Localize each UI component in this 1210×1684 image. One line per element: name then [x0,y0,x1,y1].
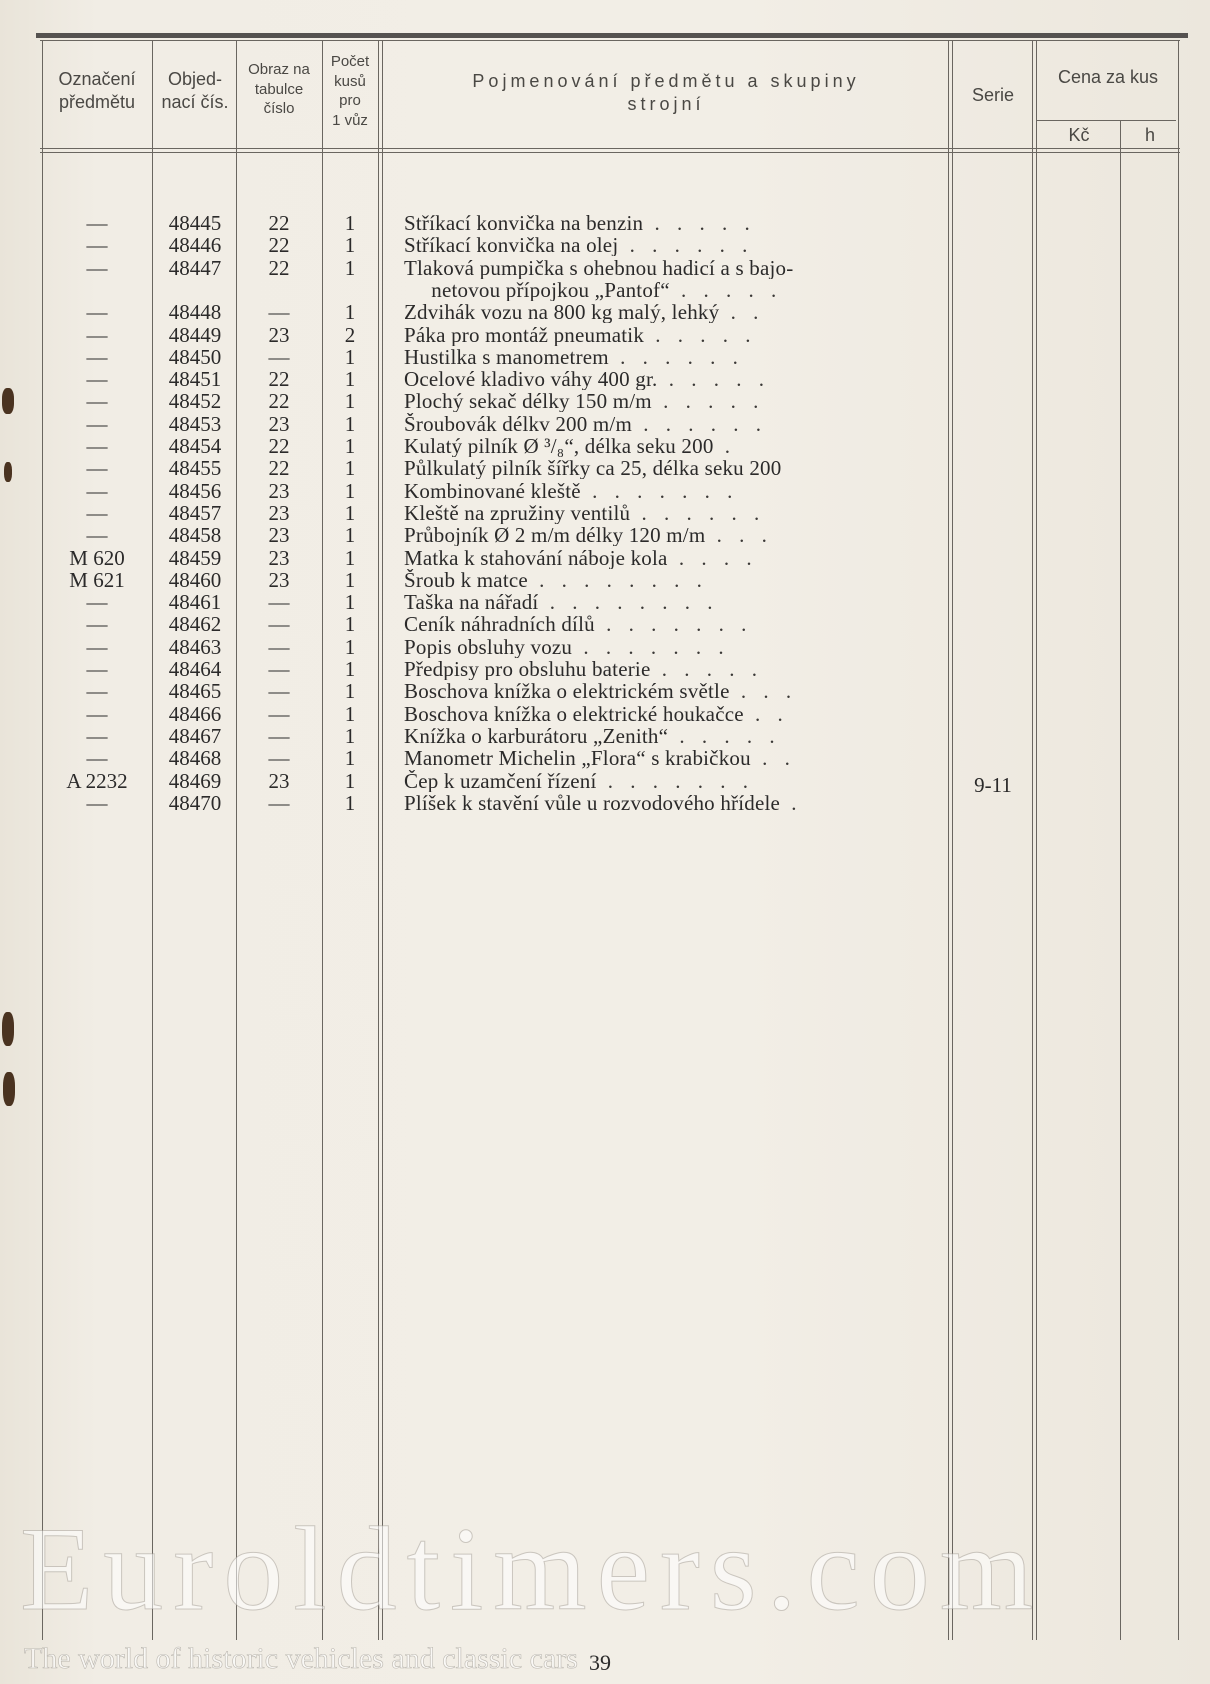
row-description [404,658,924,680]
row-leader-dots: . . . . [667,546,758,569]
row-picture-number: 22 [268,456,290,481]
row-description-text: Páka pro montáž pneumatik [404,323,645,346]
row-leader-dots: . . . . . [650,658,763,680]
row-order-number: 48468 [168,746,222,771]
top-rule [36,33,1188,38]
row-mark: A 2232 [66,768,128,793]
watermark-tagline: The world of historic vehicles and classic cars [24,1642,578,1675]
table-row [0,725,1210,747]
row-quantity: 1 [344,434,356,458]
row-leader-dots: . . . . . [651,390,765,413]
row-leader-dots: . . [750,747,796,770]
row-quantity: 1 [344,567,356,592]
header-price-label: Cena za kus [1057,67,1159,87]
row-order-number: 48446 [168,233,222,258]
row-leader-dots: . . . . . [643,212,756,234]
header-quantity [322,52,378,130]
row-description [404,301,924,323]
row-picture-number: — [268,612,290,637]
row-order-number: 48458 [168,523,222,548]
row-leader-dots: . . [743,702,789,725]
row-description-text: Šroub k matce [404,568,528,591]
row-description [404,346,924,368]
row-description [404,747,924,769]
row-quantity: 1 [344,657,356,681]
row-quantity: 1 [344,255,356,280]
row-leader-dots: . . . . . . . [594,613,753,636]
row-order-number: 48466 [168,701,222,726]
row-picture-number: 23 [268,768,290,793]
row-description-text: Manometr Michelin „Flora“ s krabičkou [404,747,751,770]
row-picture-number: — [268,300,290,325]
table-row [0,480,1210,502]
table-row [0,368,1210,390]
table-row [0,390,1210,412]
row-mark: — [86,389,108,414]
row-description [404,547,924,569]
row-quantity: 1 [344,211,356,235]
row-description-text: Hustilka s manometrem [404,345,609,368]
row-order-number: 48445 [168,211,222,235]
binding-stain [3,1072,15,1106]
row-mark: — [86,612,108,637]
header-bottom-rule-2 [40,152,1180,153]
row-description [404,502,924,524]
row-order-number: 48452 [168,389,222,414]
row-leader-dots: . . . . . . . [596,769,755,792]
header-order [154,68,236,115]
row-mark: — [86,367,108,392]
row-order-number: 48456 [168,478,222,503]
row-description-text: Popis obsluhy vozu [404,635,573,658]
table-row [0,324,1210,346]
row-leader-dots: . . . . . . [630,501,766,524]
row-mark: — [86,701,108,726]
binding-stain [2,1012,14,1046]
serie-value: 9-11 [974,773,1012,797]
row-quantity: 1 [344,500,356,525]
table-row [0,435,1210,457]
row-description-text: Ceník náhradních dílů [404,613,595,636]
watermark-logo: Euroldtimers.com [20,1502,1044,1635]
header-description [384,70,948,117]
row-quantity: 1 [344,634,356,659]
row-quantity: 1 [344,701,356,726]
row-description [404,324,924,346]
row-leader-dots: . . . [705,524,773,547]
row-order-number: 48462 [168,612,222,637]
row-leader-dots: . [713,435,737,457]
row-order-number: 48451 [168,367,222,392]
row-picture-number: 22 [268,389,290,414]
table-row [0,680,1210,702]
table-row [0,524,1210,546]
header-quantity-line: 1 vůz [332,111,368,129]
row-mark: — [86,746,108,771]
row-mark: — [86,500,108,525]
header-mark [44,68,150,115]
row-quantity: 1 [344,233,356,258]
row-description [404,524,924,546]
row-quantity: 1 [344,723,356,748]
row-order-number: 48467 [168,723,222,748]
row-description [404,413,924,435]
row-mark: M 621 [69,567,125,592]
row-leader-dots: . . . . . . . . [538,591,719,614]
row-description [404,435,924,457]
row-quantity: 1 [344,679,356,704]
row-order-number: 48461 [168,590,222,615]
row-description [404,279,924,301]
row-mark: — [86,679,108,704]
row-order-number: 48457 [168,500,222,525]
row-mark: — [86,590,108,615]
row-description [404,770,924,792]
row-description [404,257,924,279]
row-mark: — [86,434,108,458]
row-quantity: 1 [344,478,356,503]
row-quantity: 2 [344,322,356,347]
row-quantity: 1 [344,411,356,436]
row-description [404,212,924,234]
row-quantity: 1 [344,612,356,637]
row-description-text: Kulatý pilník Ø ³/₈“, délka seku 200 [404,435,714,457]
row-picture-number: — [268,746,290,771]
header-mark-line: předmětu [58,92,136,113]
row-picture-number: 23 [268,322,290,347]
row-description [404,390,924,412]
header-picture-line: tabulce [254,80,304,98]
row-picture-number: 22 [268,233,290,258]
header-bottom-rule [40,148,1180,149]
price-sub-rule [1036,120,1176,121]
header-mark-line: Označení [58,69,136,89]
row-picture-number: — [268,657,290,681]
header-quantity-line: pro [339,92,361,109]
row-order-number: 48449 [168,322,222,347]
row-description [404,636,924,658]
row-picture-number: — [268,344,290,369]
table-row [0,613,1210,635]
header-description-line: Pojmenování předmětu a skupiny [472,71,860,91]
row-description [404,368,924,390]
row-quantity: 1 [344,456,356,481]
row-picture-number: 23 [268,545,290,570]
row-leader-dots: . . . . . . . [580,479,739,502]
table-row [0,591,1210,613]
header-price-kc-label: Kč [1068,125,1090,145]
table-row [0,279,1210,301]
header-serie-label: Serie [971,85,1015,105]
header-quantity-line: kusů [334,72,366,90]
row-order-number: 48454 [168,434,222,458]
row-picture-number: 23 [268,500,290,525]
row-quantity: 1 [344,523,356,548]
row-quantity: 1 [344,389,356,414]
row-description-text: Tlaková pumpička s ohebnou hadicí a s bajo- [404,256,794,279]
row-quantity: 1 [344,790,356,815]
row-description-text: Šroubovák délkv 200 m/m [404,412,633,435]
table-row [0,569,1210,591]
row-description-text: Kleště na zpružiny ventilů [404,501,631,524]
row-leader-dots: . . . . . . [632,412,768,435]
row-description-text: Půlkulatý pilník šířky ca 25, délka seku 200 [404,457,782,480]
row-order-number: 48447 [168,255,222,280]
header-price [1038,66,1178,89]
row-picture-number: 22 [268,255,290,280]
table-row [0,636,1210,658]
table-row [0,502,1210,524]
row-leader-dots: . . [719,301,765,324]
row-description [404,680,924,702]
row-description-text: Plochý sekač délky 150 m/m [404,390,652,413]
row-quantity: 1 [344,344,356,369]
header-serie [954,84,1032,107]
table-row [0,257,1210,279]
row-order-number: 48448 [168,300,222,325]
row-picture-number: — [268,701,290,726]
row-description [404,234,924,256]
table-row [0,658,1210,680]
row-quantity: 1 [344,746,356,771]
row-order-number: 48455 [168,456,222,481]
row-picture-number: — [268,590,290,615]
row-description-text: Čep k uzamčení řízení [404,769,597,792]
row-mark: — [86,255,108,280]
row-leader-dots: . . . . . . . . [527,568,708,591]
row-mark: — [86,456,108,481]
row-description-text: Stříkací konvička na benzin [404,212,644,234]
row-picture-number: — [268,723,290,748]
row-leader-dots: . . . . . . [618,234,754,257]
row-leader-dots: . . . . . . [608,345,744,368]
row-order-number: 48463 [168,634,222,659]
row-mark: — [86,322,108,347]
header-price-h-label: h [1144,125,1155,145]
table-row [0,212,1210,234]
row-description-text: Plíšek k stavění vůle u rozvodového hřídele [404,791,781,814]
row-mark: — [86,344,108,369]
header-description-line: strojní [627,94,705,115]
header-order-line: Objed- [167,69,223,89]
header-price-kc [1038,124,1120,147]
header-price-h [1122,124,1178,147]
table-row [0,547,1210,569]
table-row [0,346,1210,368]
row-description [404,613,924,635]
table-row [0,234,1210,256]
row-description-text: Kombinované kleště [404,479,581,502]
row-leader-dots: . . . . . [669,278,783,301]
row-order-number: 48460 [168,567,222,592]
row-description-text: Předpisy pro obsluhu baterie [404,658,651,680]
page-number: 39 [589,1650,611,1675]
row-order-number: 48469 [168,768,222,793]
row-description-text: netovou přípojkou „Pantof“ [404,278,670,301]
row-order-number: 48470 [168,790,222,815]
table-row [0,457,1210,479]
row-description-text: Matka k stahování náboje kola [404,546,668,569]
row-picture-number: 22 [268,367,290,392]
row-picture-number: 23 [268,523,290,548]
header-picture-line: Obraz na [248,61,310,78]
row-description [404,457,924,479]
row-description [404,703,924,725]
row-description [404,569,924,591]
row-description [404,480,924,502]
row-picture-number: 22 [268,434,290,458]
table-row [0,703,1210,725]
row-quantity: 1 [344,367,356,392]
row-description-text: Stříkací konvička na olej [404,234,619,257]
row-quantity: 1 [344,545,356,570]
row-mark: M 620 [69,545,125,570]
table-row [0,747,1210,769]
row-picture-number: 23 [268,478,290,503]
row-description [404,591,924,613]
header-picture [236,60,322,119]
row-description-text: Ocelové kladivo váhy 400 gr. [404,368,658,391]
row-picture-number: — [268,790,290,815]
row-mark: — [86,723,108,748]
row-mark: — [86,300,108,325]
row-description-text: Zdvihák vozu na 800 kg malý, lehký [404,301,720,324]
row-picture-number: — [268,679,290,704]
row-leader-dots: . . . . . . . [572,635,730,658]
row-quantity: 1 [344,590,356,615]
row-description-text: Knížka o karburátoru „Zenith“ [404,724,669,747]
row-leader-dots: . . . . . [657,368,770,391]
table-row [0,301,1210,323]
row-mark: — [86,634,108,659]
row-order-number: 48450 [168,344,222,369]
row-mark: — [86,211,108,235]
row-picture-number: — [268,634,290,659]
row-mark: — [86,523,108,548]
row-quantity: 1 [344,768,356,793]
row-picture-number: 22 [268,211,290,235]
row-order-number: 48464 [168,657,222,681]
row-description [404,792,924,814]
row-leader-dots: . [780,791,803,814]
row-order-number: 48465 [168,679,222,704]
row-description-text: Boschova knížka o elektrické houkačce [404,702,744,725]
row-description [404,725,924,747]
row-description-text: Boschova knížka o elektrickém světle [404,680,730,703]
row-order-number: 48453 [168,411,222,436]
row-mark: — [86,411,108,436]
header-quantity-line: Počet [330,53,370,70]
row-description-text: Taška na nářadí [404,591,539,614]
row-order-number: 48459 [168,545,222,570]
header-top-rule [40,40,1180,41]
table-row [0,413,1210,435]
row-picture-number: 23 [268,411,290,436]
row-mark: — [86,233,108,258]
row-description-text: Průbojník Ø 2 m/m délky 120 m/m [404,524,706,547]
row-mark: — [86,790,108,815]
header-picture-line: číslo [263,100,295,117]
row-mark: — [86,478,108,503]
row-leader-dots: . . . [729,680,798,703]
row-leader-dots: . . . . . [644,323,757,346]
row-picture-number: 23 [268,567,290,592]
row-leader-dots: . . . . . [668,724,781,747]
row-mark: — [86,657,108,681]
header-order-line: nací čís. [161,92,229,113]
row-quantity: 1 [344,300,356,325]
